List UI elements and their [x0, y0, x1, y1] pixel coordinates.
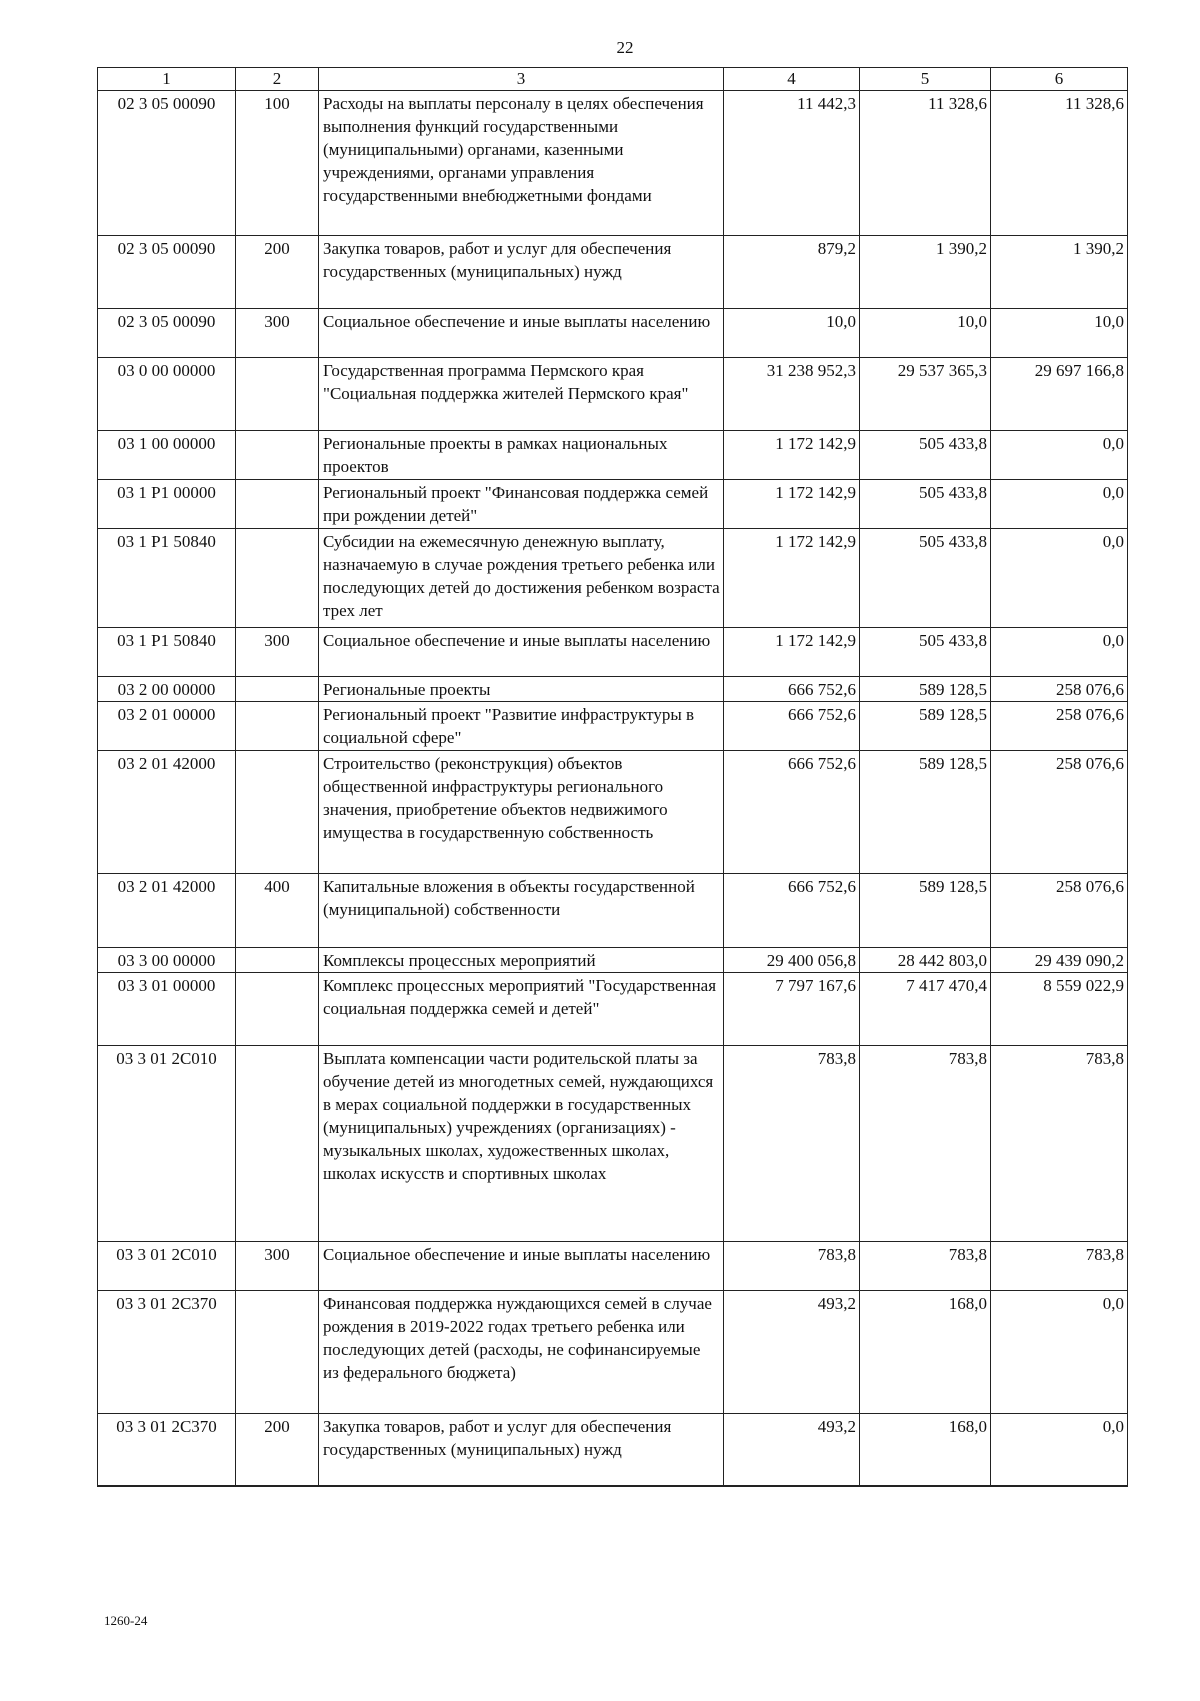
- cell-code: 03 1 P1 50840: [98, 529, 236, 628]
- cell-code: 03 2 01 00000: [98, 702, 236, 751]
- cell-name: Комплекс процессных мероприятий "Государственная социальная поддержка семей и детей": [319, 973, 724, 1046]
- cell-value-6: 0,0: [991, 431, 1128, 480]
- cell-value-5: 10,0: [860, 309, 991, 358]
- cell-name: Финансовая поддержка нуждающихся семей в случае рождения в 2019-2022 годах третьего ребенка или последующих детей (расходы, не софинансируемые из федерального бюджета): [319, 1291, 724, 1414]
- cell-value-4: 10,0: [724, 309, 860, 358]
- table-row: [98, 677, 1128, 702]
- table-row: [98, 751, 1128, 874]
- cell-value-5: 505 433,8: [860, 529, 991, 628]
- cell-value-5: 168,0: [860, 1414, 991, 1486]
- cell-expense-type: [236, 1291, 319, 1414]
- table-row: [98, 358, 1128, 431]
- cell-value-5: 505 433,8: [860, 480, 991, 529]
- cell-value-5: 589 128,5: [860, 702, 991, 751]
- cell-value-4: 666 752,6: [724, 874, 860, 948]
- page-number: 22: [616, 38, 634, 57]
- cell-name: Региональный проект "Финансовая поддержка семей при рождении детей": [319, 480, 724, 529]
- cell-value-4: 879,2: [724, 236, 860, 309]
- cell-code: 03 3 01 2С370: [98, 1414, 236, 1486]
- cell-expense-type: 200: [236, 1414, 319, 1486]
- cell-code: 03 3 01 2С370: [98, 1291, 236, 1414]
- table-row: [98, 973, 1128, 1046]
- cell-code: 03 2 00 00000: [98, 677, 236, 702]
- cell-value-4: 1 172 142,9: [724, 529, 860, 628]
- cell-code: 03 1 P1 00000: [98, 480, 236, 529]
- column-header-3: 3: [319, 68, 724, 91]
- cell-name: Расходы на выплаты персоналу в целях обеспечения выполнения функций государственными (муниципальными) органами, казенными учреждениями, органами управления государственными внебюджетными фондами: [319, 91, 724, 236]
- cell-name: Государственная программа Пермского края "Социальная поддержка жителей Пермского края": [319, 358, 724, 431]
- cell-code: 03 1 P1 50840: [98, 628, 236, 677]
- cell-value-5: 7 417 470,4: [860, 973, 991, 1046]
- cell-value-6: 783,8: [991, 1046, 1128, 1242]
- cell-code: 03 3 01 00000: [98, 973, 236, 1046]
- cell-code: 02 3 05 00090: [98, 309, 236, 358]
- cell-value-6: 1 390,2: [991, 236, 1128, 309]
- cell-value-6: 258 076,6: [991, 751, 1128, 874]
- cell-value-6: 10,0: [991, 309, 1128, 358]
- column-header-6: 6: [991, 68, 1128, 91]
- cell-value-6: 0,0: [991, 628, 1128, 677]
- cell-value-6: 258 076,6: [991, 677, 1128, 702]
- cell-expense-type: [236, 677, 319, 702]
- table-row: [98, 948, 1128, 973]
- cell-expense-type: [236, 948, 319, 973]
- table-row: [98, 236, 1128, 309]
- column-header-5: 5: [860, 68, 991, 91]
- cell-expense-type: [236, 751, 319, 874]
- table-row: [98, 1046, 1128, 1242]
- cell-value-5: 505 433,8: [860, 628, 991, 677]
- cell-value-5: 589 128,5: [860, 677, 991, 702]
- document-code: 1260-24: [104, 1613, 148, 1628]
- cell-value-4: 493,2: [724, 1414, 860, 1486]
- cell-name: Комплексы процессных мероприятий: [319, 948, 724, 973]
- cell-value-4: 666 752,6: [724, 677, 860, 702]
- cell-code: 03 3 01 2С010: [98, 1046, 236, 1242]
- cell-value-5: 783,8: [860, 1046, 991, 1242]
- cell-value-4: 783,8: [724, 1046, 860, 1242]
- cell-value-6: 0,0: [991, 1291, 1128, 1414]
- cell-value-6: 0,0: [991, 480, 1128, 529]
- cell-value-5: 505 433,8: [860, 431, 991, 480]
- cell-code: 03 3 00 00000: [98, 948, 236, 973]
- cell-name: Строительство (реконструкция) объектов общественной инфраструктуры регионального значения, приобретение объектов недвижимого имущества в государственную собственность: [319, 751, 724, 874]
- table-row: [98, 529, 1128, 628]
- cell-value-4: 31 238 952,3: [724, 358, 860, 431]
- cell-code: 03 3 01 2С010: [98, 1242, 236, 1291]
- cell-value-6: 8 559 022,9: [991, 973, 1128, 1046]
- cell-value-5: 783,8: [860, 1242, 991, 1291]
- budget-table: [97, 67, 1128, 1487]
- cell-value-4: 11 442,3: [724, 91, 860, 236]
- cell-expense-type: 200: [236, 236, 319, 309]
- table-row: [98, 874, 1128, 948]
- cell-value-5: 589 128,5: [860, 751, 991, 874]
- cell-value-6: 11 328,6: [991, 91, 1128, 236]
- column-header-1: 1: [98, 68, 236, 91]
- cell-expense-type: [236, 358, 319, 431]
- cell-expense-type: [236, 529, 319, 628]
- cell-name: Региональные проекты: [319, 677, 724, 702]
- cell-value-4: 1 172 142,9: [724, 628, 860, 677]
- cell-expense-type: 300: [236, 628, 319, 677]
- table-row: [98, 431, 1128, 480]
- table-row: [98, 91, 1128, 236]
- table-row: [98, 702, 1128, 751]
- cell-value-6: 783,8: [991, 1242, 1128, 1291]
- cell-name: Социальное обеспечение и иные выплаты населению: [319, 628, 724, 677]
- cell-name: Закупка товаров, работ и услуг для обеспечения государственных (муниципальных) нужд: [319, 1414, 724, 1486]
- cell-name: Закупка товаров, работ и услуг для обеспечения государственных (муниципальных) нужд: [319, 236, 724, 309]
- cell-name: Выплата компенсации части родительской платы за обучение детей из многодетных семей, нуждающихся в мерах социальной поддержки в государственных (муниципальных) учреждениях (организациях) - музыкальных школах, художественных школах, школах искусств и спортивных школах: [319, 1046, 724, 1242]
- column-header-2: 2: [236, 68, 319, 91]
- cell-expense-type: [236, 702, 319, 751]
- table-body: [98, 91, 1128, 1486]
- cell-value-4: 666 752,6: [724, 702, 860, 751]
- cell-value-4: 1 172 142,9: [724, 480, 860, 529]
- cell-value-5: 29 537 365,3: [860, 358, 991, 431]
- cell-expense-type: [236, 480, 319, 529]
- cell-expense-type: [236, 973, 319, 1046]
- cell-value-6: 29 439 090,2: [991, 948, 1128, 973]
- cell-value-6: 258 076,6: [991, 874, 1128, 948]
- cell-expense-type: 400: [236, 874, 319, 948]
- cell-value-4: 1 172 142,9: [724, 431, 860, 480]
- cell-value-5: 589 128,5: [860, 874, 991, 948]
- cell-code: 02 3 05 00090: [98, 91, 236, 236]
- cell-name: Региональный проект "Развитие инфраструктуры в социальной сфере": [319, 702, 724, 751]
- cell-value-5: 1 390,2: [860, 236, 991, 309]
- cell-value-5: 168,0: [860, 1291, 991, 1414]
- table-row: [98, 1291, 1128, 1414]
- cell-expense-type: [236, 431, 319, 480]
- cell-name: Субсидии на ежемесячную денежную выплату, назначаемую в случае рождения третьего ребенка или последующих детей до достижения ребенком возраста трех лет: [319, 529, 724, 628]
- header-row: [98, 68, 1128, 91]
- table-row: [98, 628, 1128, 677]
- table-row: [98, 480, 1128, 529]
- cell-expense-type: 300: [236, 309, 319, 358]
- cell-value-6: 0,0: [991, 529, 1128, 628]
- cell-value-6: 0,0: [991, 1414, 1128, 1486]
- cell-name: Капитальные вложения в объекты государственной (муниципальной) собственности: [319, 874, 724, 948]
- cell-expense-type: 300: [236, 1242, 319, 1291]
- table-row: [98, 309, 1128, 358]
- cell-code: 02 3 05 00090: [98, 236, 236, 309]
- cell-code: 03 0 00 00000: [98, 358, 236, 431]
- cell-code: 03 2 01 42000: [98, 874, 236, 948]
- cell-value-4: 783,8: [724, 1242, 860, 1291]
- cell-code: 03 1 00 00000: [98, 431, 236, 480]
- cell-value-5: 28 442 803,0: [860, 948, 991, 973]
- cell-value-6: 29 697 166,8: [991, 358, 1128, 431]
- cell-name: Социальное обеспечение и иные выплаты населению: [319, 309, 724, 358]
- table-row: [98, 1414, 1128, 1486]
- cell-value-5: 11 328,6: [860, 91, 991, 236]
- cell-expense-type: [236, 1046, 319, 1242]
- table-row: [98, 1242, 1128, 1291]
- column-header-4: 4: [724, 68, 860, 91]
- cell-value-4: 29 400 056,8: [724, 948, 860, 973]
- cell-code: 03 2 01 42000: [98, 751, 236, 874]
- cell-expense-type: 100: [236, 91, 319, 236]
- cell-name: Социальное обеспечение и иные выплаты населению: [319, 1242, 724, 1291]
- cell-value-4: 493,2: [724, 1291, 860, 1414]
- cell-value-6: 258 076,6: [991, 702, 1128, 751]
- cell-value-4: 666 752,6: [724, 751, 860, 874]
- cell-name: Региональные проекты в рамках национальных проектов: [319, 431, 724, 480]
- cell-value-4: 7 797 167,6: [724, 973, 860, 1046]
